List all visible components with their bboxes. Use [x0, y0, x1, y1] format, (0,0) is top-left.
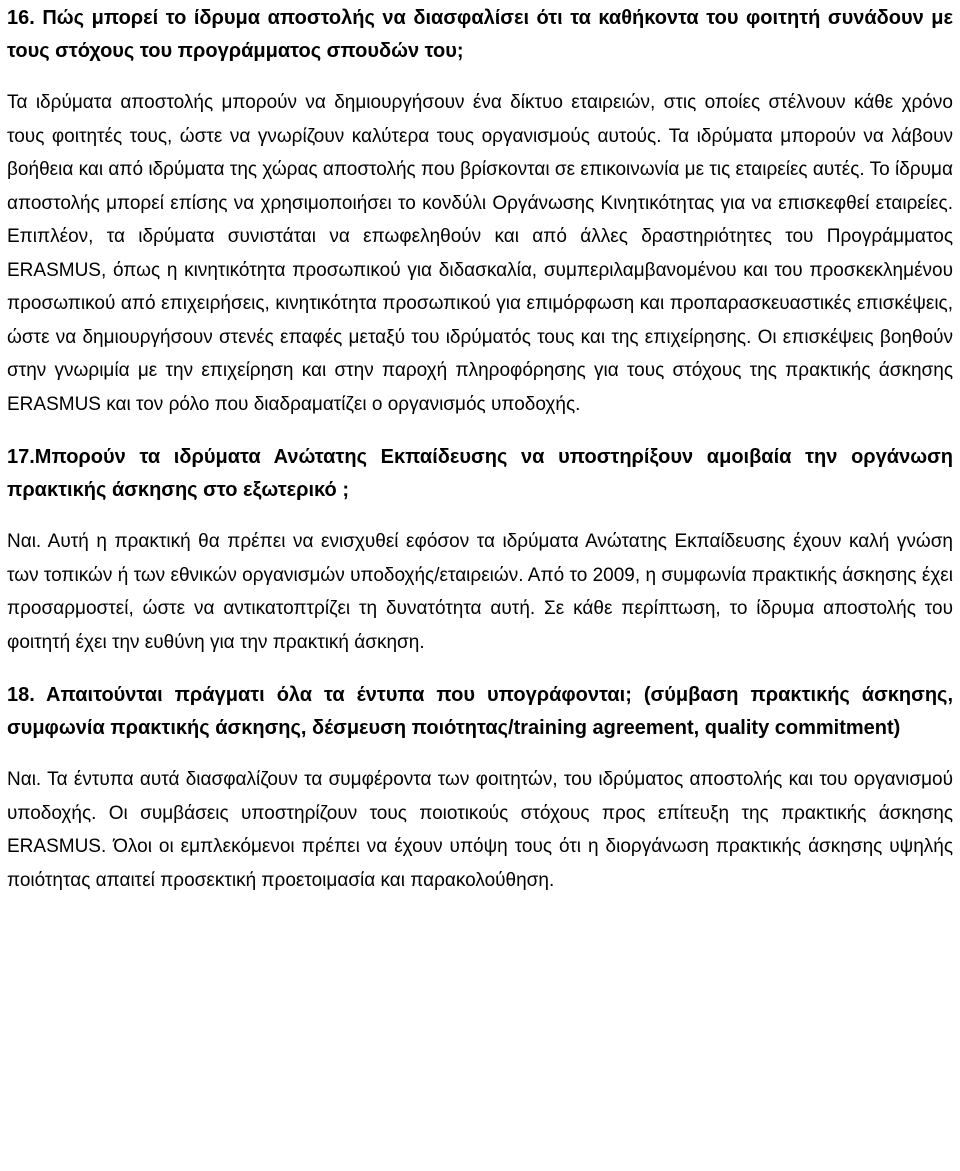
question-18-heading: 18. Απαιτούνται πράγματι όλα τα έντυπα που υπογράφονται; (σύμβαση πρακτικής άσκησης, συμφωνία πρακτικής άσκησης, δέσμευση ποιότητας/training agreement, quality commitment)	[7, 684, 953, 739]
question-16-heading: 16. Πώς μπορεί το ίδρυμα αποστολής να διασφαλίσει ότι τα καθήκοντα του φοιτητή συνάδουν με τους στόχους του προγράμματος σπουδών του;	[7, 7, 953, 62]
spacer	[7, 68, 953, 86]
answer-18-paragraph: Ναι. Τα έντυπα αυτά διασφαλίζουν τα συμφέροντα των φοιτητών, του ιδρύματος αποστολής και του οργανισμού υποδοχής. Οι συμβάσεις υποστηρίζουν τους ποιοτικούς στόχους προς επίτευξη της πρακτικής άσκησης ERASMUS. Όλοι οι εμπλεκόμενοι πρέπει να έχουν υπόψη τους ότι η διοργάνωση πρακτικής άσκησης υψηλής ποιότητας απαιτεί προσεκτική προετοιμασία και παρακολούθηση.	[7, 769, 953, 891]
document-page	[7, 0, 953, 897]
spacer	[7, 507, 953, 525]
answer-17-paragraph: Ναι. Αυτή η πρακτική θα πρέπει να ενισχυθεί εφόσον τα ιδρύματα Ανώτατης Εκπαίδευσης έχουν καλή γνώση των τοπικών ή των εθνικών οργανισμών υποδοχής/εταιρειών. Από το 2009, η συμφωνία πρακτικής άσκησης έχει προσαρμοστεί, ώστε να αντικατοπτρίζει τη δυνατότητα αυτή. Σε κάθε περίπτωση, το ίδρυμα αποστολής του φοιτητή έχει την ευθύνη για την πρακτική άσκηση.	[7, 531, 953, 653]
spacer	[7, 659, 953, 679]
spacer	[7, 745, 953, 763]
answer-16-paragraph: Τα ιδρύματα αποστολής μπορούν να δημιουργήσουν ένα δίκτυο εταιρειών, στις οποίες στέλνουν κάθε χρόνο τους φοιτητές τους, ώστε να γνωρίζουν καλύτερα τους οργανισμούς αυτούς. Τα ιδρύματα μπορούν να λάβουν βοήθεια και από ιδρύματα της χώρας αποστολής που βρίσκονται σε επικοινωνία με τις εταιρείες αυτές. Το ίδρυμα αποστολής μπορεί επίσης να χρησιμοποιήσει το κονδύλι Οργάνωσης Κινητικότητας για να επισκεφθεί εταιρείες. Επιπλέον, τα ιδρύματα συνιστάται να επωφεληθούν και από άλλες δραστηριότητες του Προγράμματος ERASMUS, όπως η κινητικότητα προσωπικού για διδασκαλία, συμπεριλαμβανομένου και του προσκεκλημένου προσωπικού από επιχειρήσεις, κινητικότητα προσωπικού για επιμόρφωση και προπαρασκευαστικές επισκέψεις, ώστε να δημιουργήσουν στενές επαφές μεταξύ του ιδρύματός τους και της επιχείρησης. Οι επισκέψεις βοηθούν στην γνωριμία με την επιχείρηση και στην παροχή πληροφόρησης για τους στόχους της πρακτικής άσκησης ERASMUS και τον ρόλο που διαδραματίζει ο οργανισμός υποδοχής.	[7, 92, 953, 415]
spacer	[7, 421, 953, 441]
question-17-heading: 17.Μπορούν τα ιδρύματα Ανώτατης Εκπαίδευσης να υποστηρίξουν αμοιβαία την οργάνωση πρακτικής άσκησης στο εξωτερικό ;	[7, 446, 953, 501]
